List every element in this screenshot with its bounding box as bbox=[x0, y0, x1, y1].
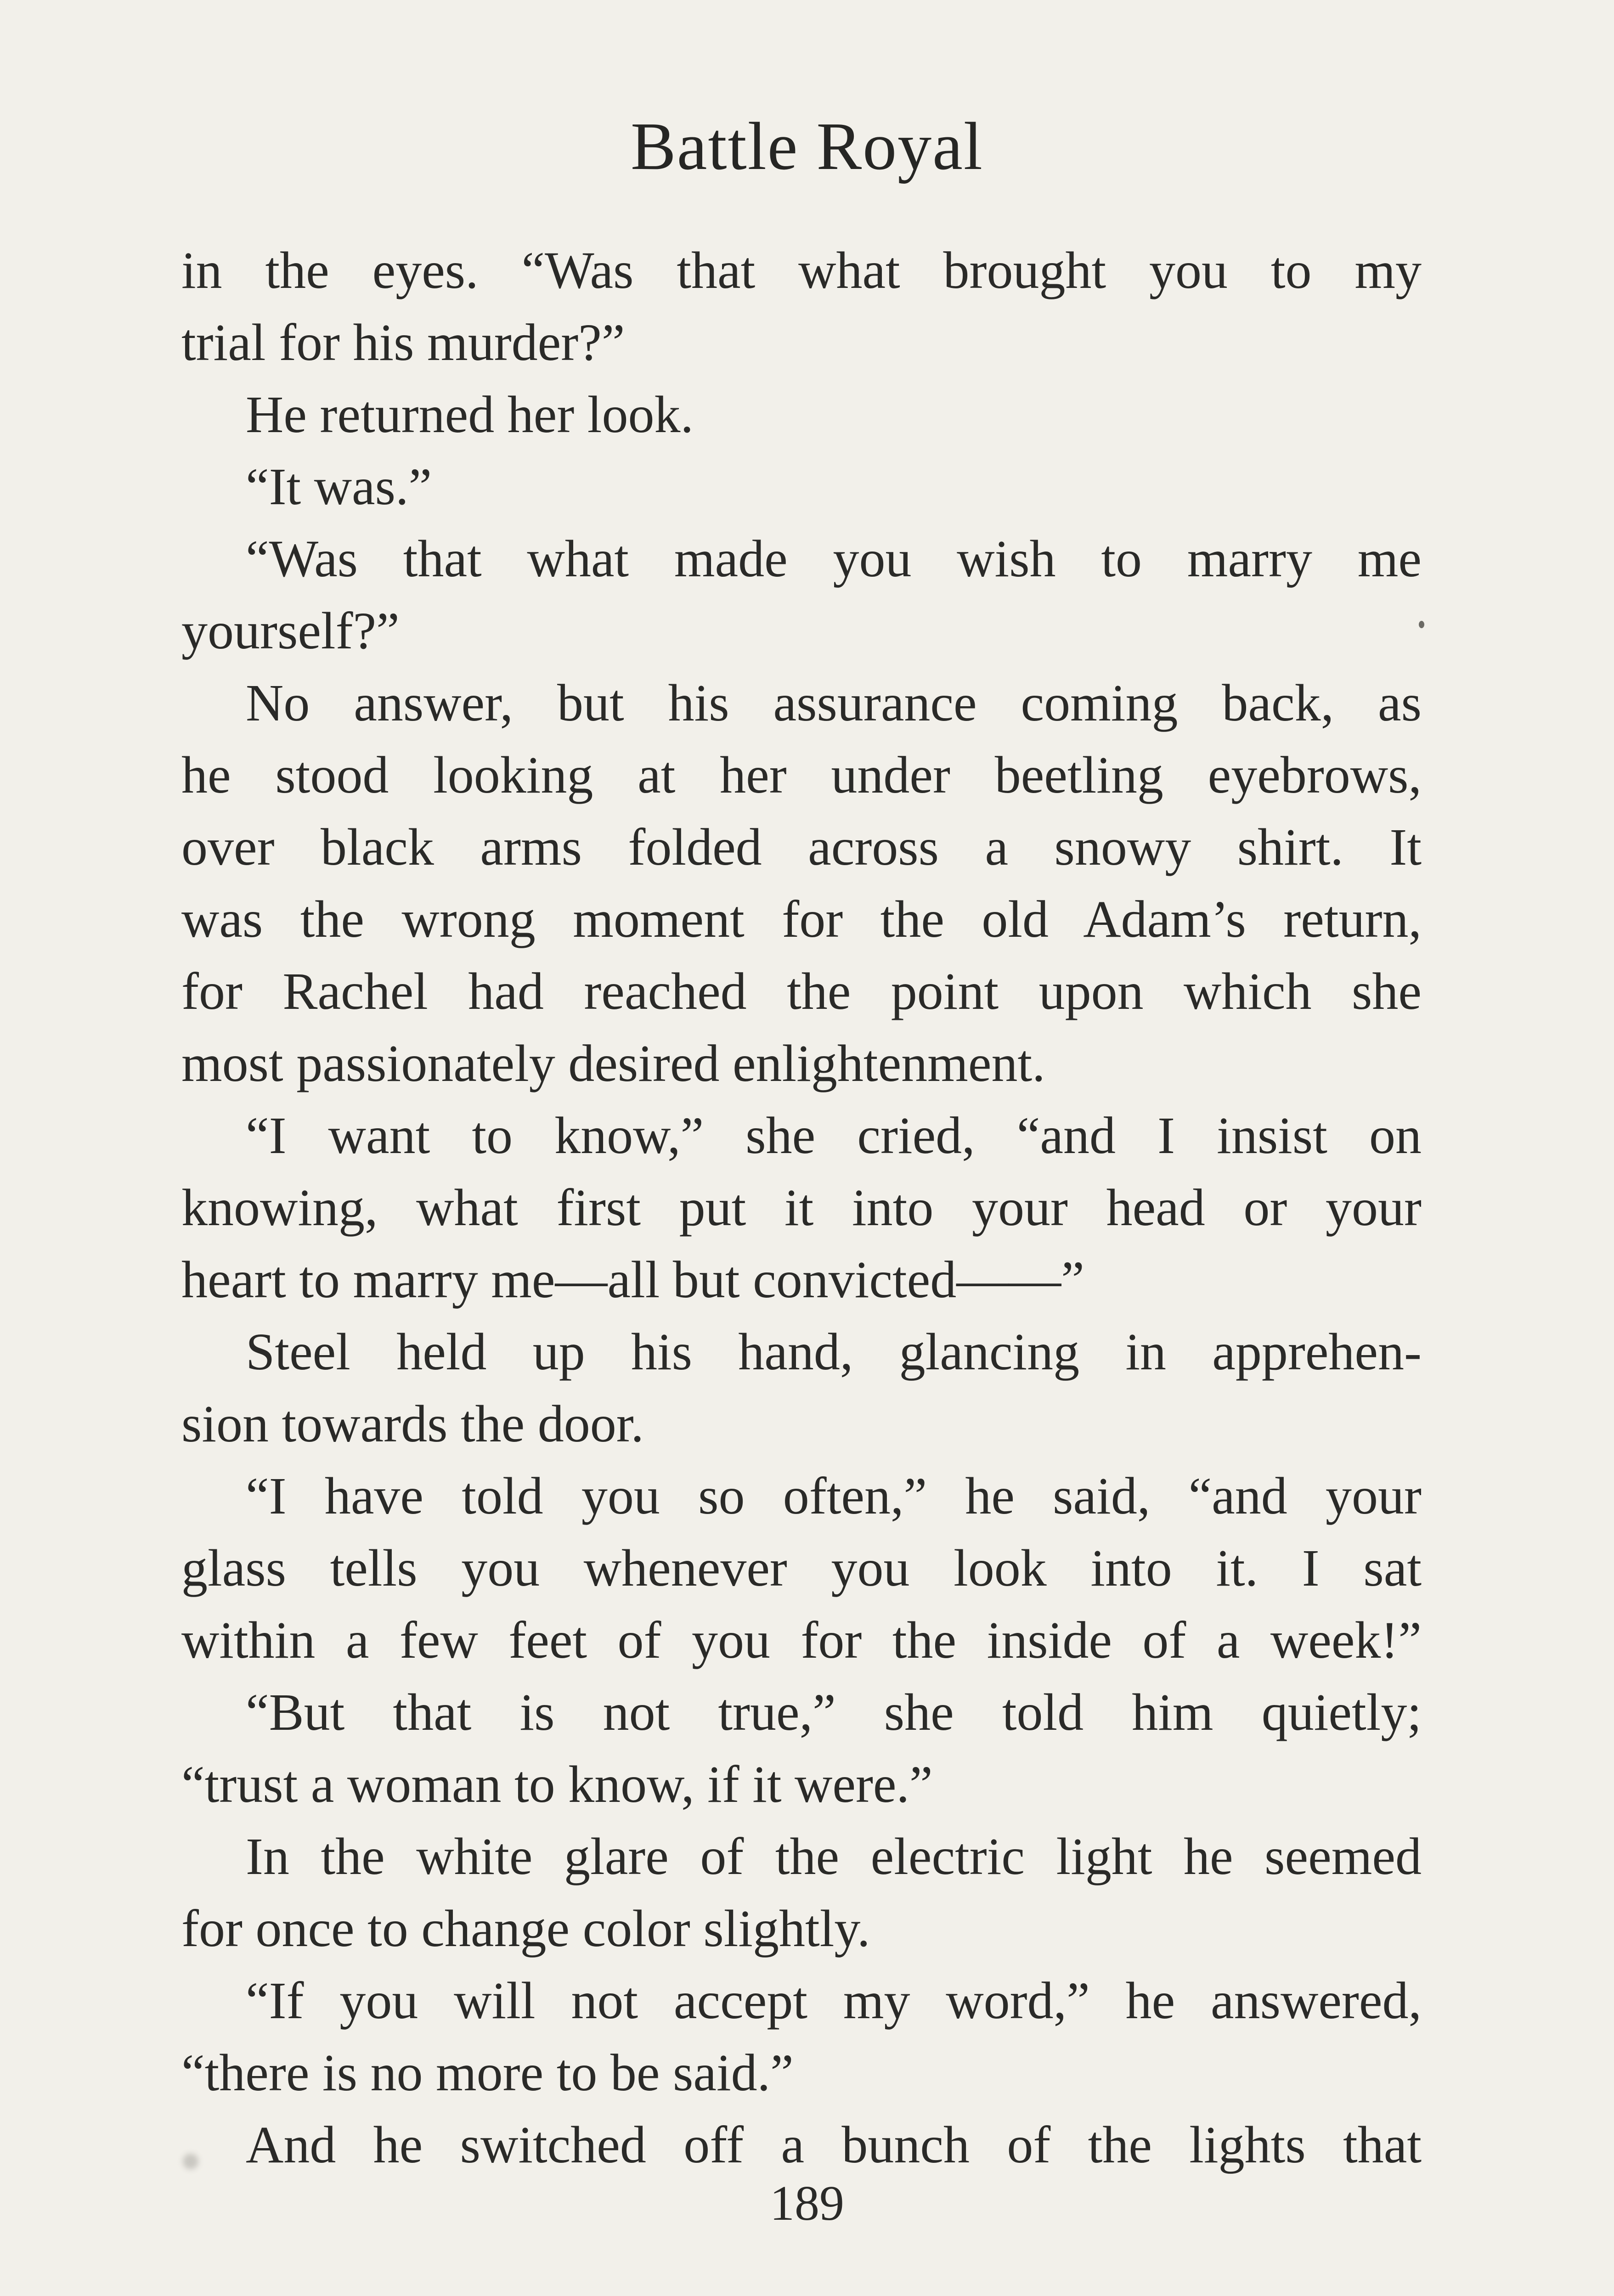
text-line-23: In the white glare of the electric light he seemed bbox=[246, 1827, 1422, 1885]
text-line-19: glass tells you whenever you look into it. I sat bbox=[181, 1539, 1422, 1597]
text-line-10: was the wrong moment for the old Adam’s return, bbox=[181, 890, 1422, 948]
text-line-21: “But that is not true,” she told him quietly; bbox=[246, 1683, 1422, 1741]
text-line-14: knowing, what first put it into your head or your bbox=[181, 1178, 1422, 1237]
ink-speck bbox=[1419, 621, 1424, 628]
text-line-8: he stood looking at her under beetling eyebrows, bbox=[181, 746, 1422, 804]
text-line-25: “If you will not accept my word,” he answered, bbox=[246, 1971, 1422, 2030]
text-line-9: over black arms folded across a snowy shirt. It bbox=[181, 818, 1422, 876]
text-line-5: “Was that what made you wish to marry me bbox=[246, 529, 1422, 588]
paper-smudge bbox=[183, 2154, 198, 2169]
text-line-2: trial for his murder?” bbox=[181, 313, 625, 371]
text-line-17: sion towards the door. bbox=[181, 1395, 644, 1453]
text-line-18: “I have told you so often,” he said, “and your bbox=[246, 1467, 1422, 1525]
text-line-4: “It was.” bbox=[246, 457, 432, 516]
body-text bbox=[181, 234, 1422, 2181]
text-line-20: within a few feet of you for the inside of a week!” bbox=[181, 1611, 1422, 1669]
page-number: 189 bbox=[770, 2176, 844, 2231]
text-line-3: He returned her look. bbox=[246, 385, 694, 444]
text-line-6: yourself?” bbox=[181, 602, 400, 660]
text-line-16: Steel held up his hand, glancing in apprehen- bbox=[246, 1322, 1422, 1381]
text-line-22: “trust a woman to know, if it were.” bbox=[181, 1755, 933, 1813]
text-line-1: in the eyes. “Was that what brought you to my bbox=[181, 241, 1422, 299]
text-line-15: heart to marry me—all but convicted——” bbox=[181, 1250, 1084, 1309]
text-line-26: “there is no more to be said.” bbox=[181, 2043, 794, 2102]
text-line-12: most passionately desired enlightenment. bbox=[181, 1034, 1045, 1092]
text-line-24: for once to change color slightly. bbox=[181, 1899, 870, 1958]
text-line-7: No answer, but his assurance coming back, as bbox=[246, 674, 1422, 732]
text-line-11: for Rachel had reached the point upon which she bbox=[181, 962, 1422, 1020]
running-head-title: Battle Royal bbox=[631, 109, 983, 184]
text-line-13: “I want to know,” she cried, “and I insist on bbox=[246, 1106, 1422, 1165]
text-line-27: And he switched off a bunch of the lights that bbox=[246, 2116, 1422, 2174]
